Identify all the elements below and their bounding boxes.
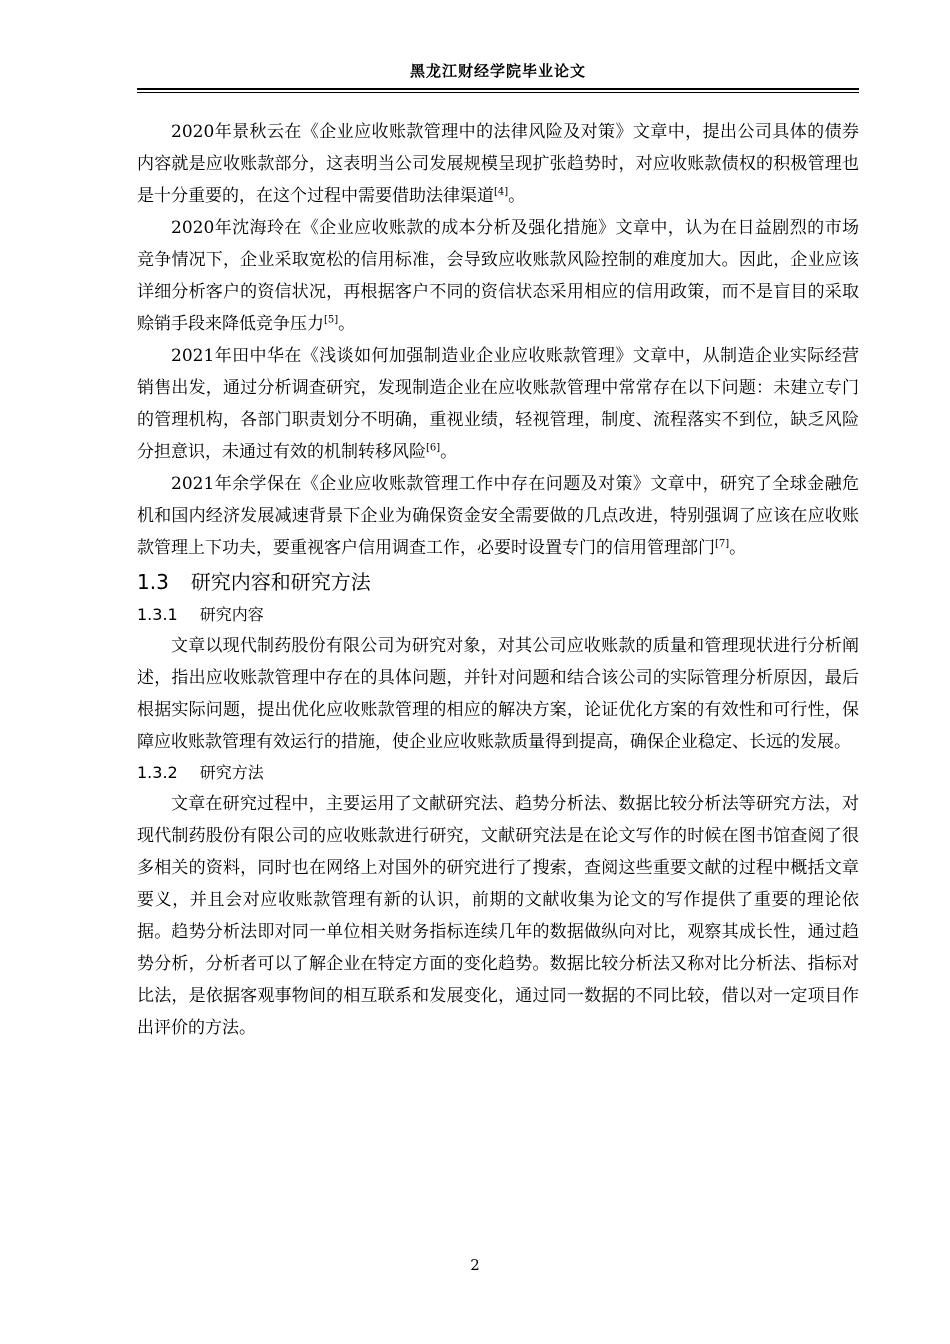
citation-ref: [7] <box>715 538 730 550</box>
subsection-title: 研究内容 <box>199 605 264 624</box>
paragraph-end: 。 <box>508 186 526 206</box>
citation-ref: [6] <box>426 442 441 454</box>
paragraph-text: 2020年景秋云在《企业应收账款管理中的法律风险及对策》文章中，提出公司具体的债券内容就是应收账款部分，这表明当公司发展规模呈现扩张趋势时，对应收账款债权的积极管理也是十分重要的，在这个过程中需要借助法律渠道 <box>137 122 859 206</box>
paragraph-research-content: 文章以现代制药股份有限公司为研究对象，对其公司应收账款的质量和管理现状进行分析阐述，指出应收账款管理中存在的具体问题，并针对问题和结合该公司的实际管理分析原因，最后根据实际问题，提出优化应收账款管理的相应的解决方案，论证优化方案的有效性和可行性，保障应收账款管理有效运行的措施，使企业应收账款质量得到提高，确保企业稳定、长远的发展。 <box>137 636 859 752</box>
header-rule <box>137 88 859 93</box>
paragraph-research-method: 文章在研究过程中，主要运用了文献研究法、趋势分析法、数据比较分析法等研究方法，对现代制药股份有限公司的应收账款进行研究，文献研究法是在论文写作的时候在图书馆查阅了很多相关的资料，同时也在网络上对国外的研究进行了搜索，查阅这些重要文献的过程中概括文章要义，并且会对应收账款管理有新的认识，前期的文献收集为论文的写作提供了重要的理论依据。趋势分析法即对同一单位相关财务指标连续几年的数据做纵向对比，观察其成长性，通过趋势分析，分析者可以了解企业在特定方面的变化趋势。数据比较分析法又称对比分析法、指标对比法，是依据客观事物间的相互联系和发展变化，通过同一数据的不同比较，借以对一定项目作出评价的方法。 <box>137 794 859 1038</box>
paragraph-end: 。 <box>338 314 356 334</box>
paragraph-jing-qiuyun <box>137 116 859 212</box>
subsection-number: 1.3.1 <box>137 605 178 624</box>
paragraph-text: 2020年沈海玲在《企业应收账款的成本分析及强化措施》文章中，认为在日益剧烈的市场竞争情况下，企业采取宽松的信用标准，会导致应收账款风险控制的难度加大。因此，企业应该详细分析客户的资信状况，再根据客户不同的资信状态采用相应的信用政策，而不是盲目的采取赊销手段来降低竞争压力 <box>137 218 859 334</box>
running-header: 黑龙江财经学院毕业论文 <box>409 62 586 80</box>
subsection-heading-content <box>137 600 859 630</box>
citation-ref: [5] <box>324 314 339 326</box>
subsection-title: 研究方法 <box>199 763 264 782</box>
paragraph-text: 2021年余学保在《企业应收账款管理工作中存在问题及对策》文章中，研究了全球金融危机和国内经济发展减速背景下企业为确保资金安全需要做的几点改进，特别强调了应该在应收账款管理上下功夫，要重视客户信用调查工作，必要时设置专门的信用管理部门 <box>137 474 859 558</box>
page-body <box>137 116 859 1044</box>
citation-ref: [4] <box>494 186 509 198</box>
paragraph-yu-xuebao <box>137 468 859 564</box>
paragraph-end: 。 <box>440 442 458 462</box>
paragraph-shen-hailing <box>137 212 859 340</box>
page-number: 2 <box>470 1256 480 1274</box>
paragraph-tian-zhonghua <box>137 340 859 468</box>
section-heading <box>137 564 859 600</box>
paragraph-text: 2021年田中华在《浅谈如何加强制造业企业应收账款管理》文章中，从制造企业实际经营销售出发，通过分析调查研究，发现制造企业在应收账款管理中常常存在以下问题：未建立专门的管理机构，各部门职责划分不明确，重视业绩，轻视管理，制度、流程落实不到位，缺乏风险分担意识，未通过有效的机制转移风险 <box>137 346 859 462</box>
subsection-number: 1.3.2 <box>137 763 178 782</box>
section-title: 研究内容和研究方法 <box>190 570 371 594</box>
paragraph-end: 。 <box>729 538 747 558</box>
section-number: 1.3 <box>137 570 169 594</box>
subsection-heading-method <box>137 758 859 788</box>
